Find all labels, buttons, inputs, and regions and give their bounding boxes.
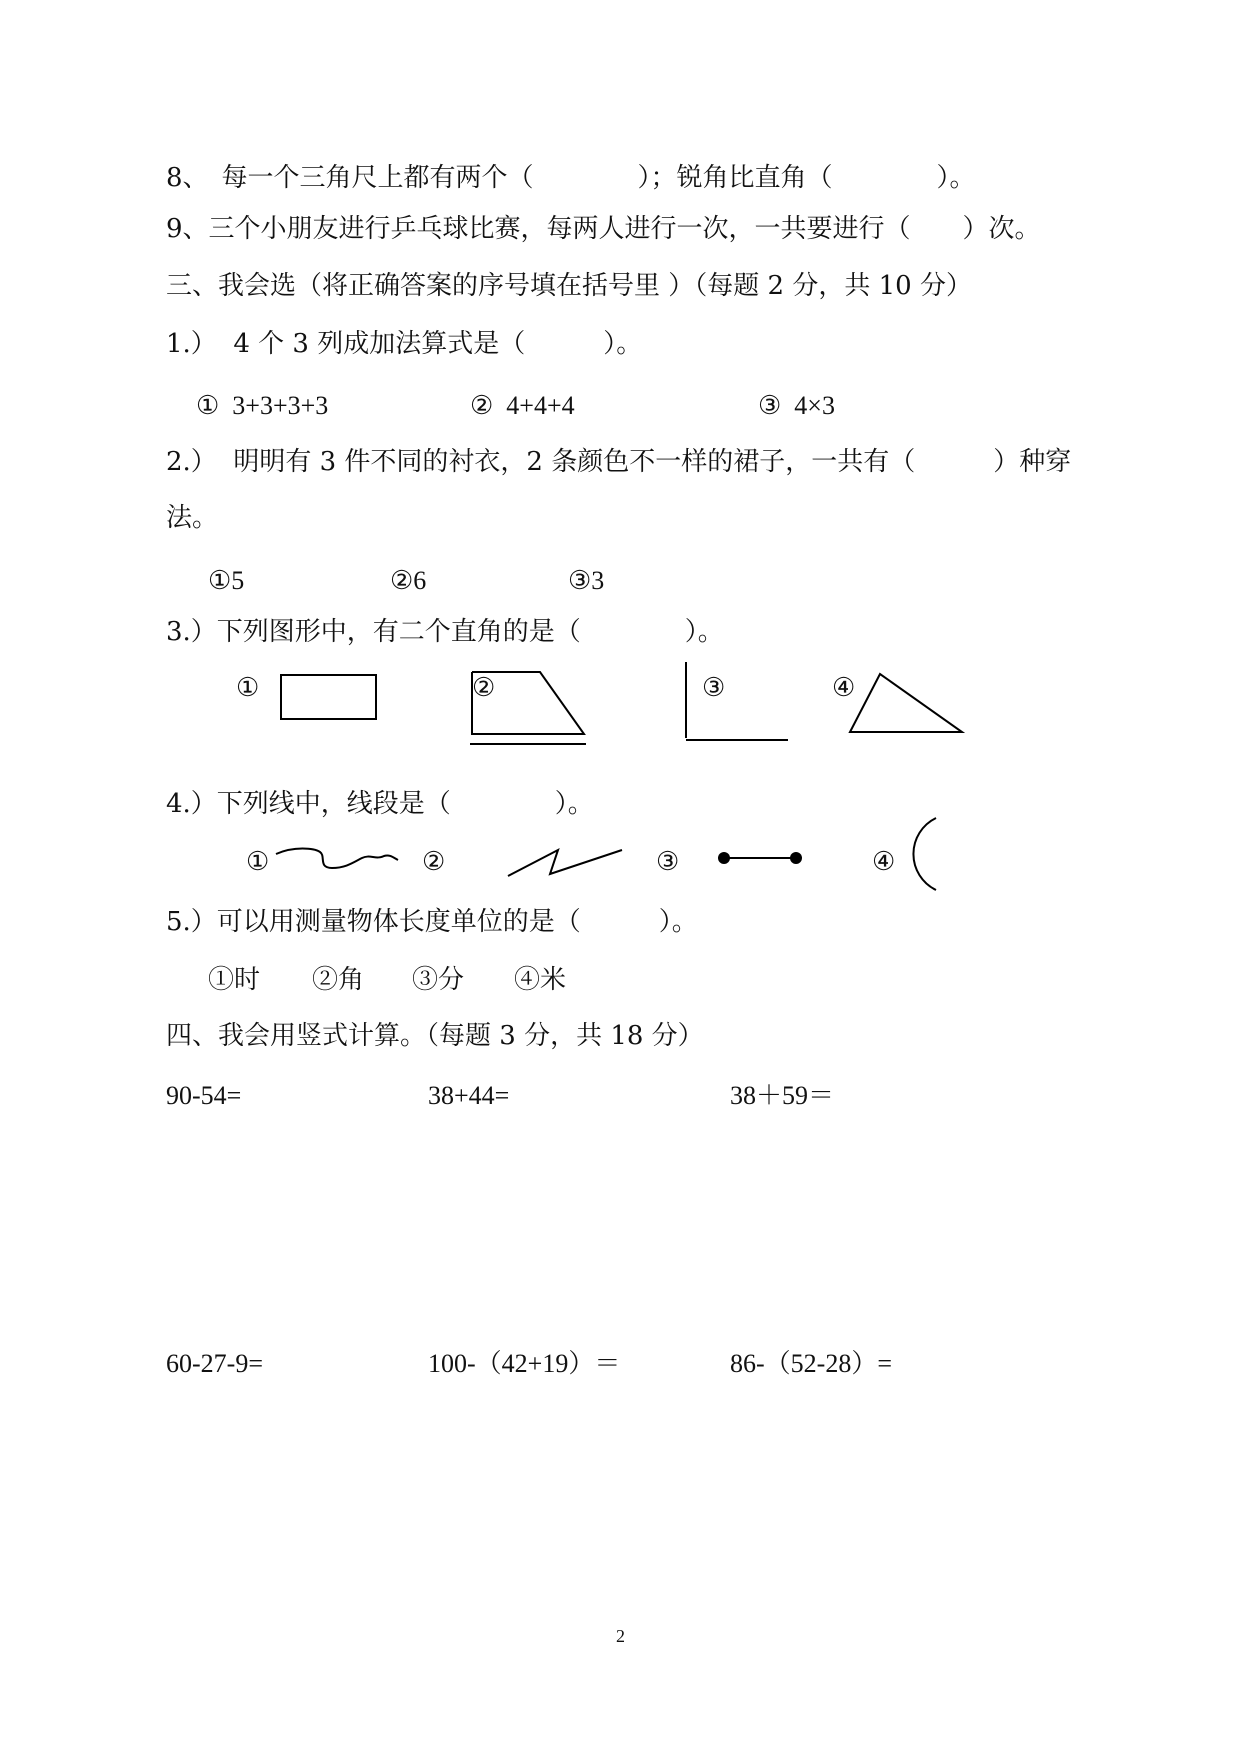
- choice-q2-line1: 2.） 明明有 3 件不同的衬衣，2 条颜色不一样的裙子，一共有（ ）种穿: [166, 447, 1072, 477]
- q1-option-3: ③ 4×3: [758, 391, 835, 420]
- calc-1: 90-54=: [166, 1081, 242, 1110]
- choice-q1: 1.） 4 个 3 列成加法算式是（ ）。: [166, 329, 643, 359]
- q3-label-4: ④: [832, 673, 856, 703]
- calc-6: 86-（52-28）=: [730, 1349, 892, 1378]
- q4-label-3: ③: [656, 847, 680, 877]
- q5-option-4: ④米: [514, 965, 567, 995]
- calc-4: 60-27-9=: [166, 1349, 263, 1378]
- q4-label-1: ①: [246, 847, 270, 877]
- q1-option-1: ① 3+3+3+3: [196, 391, 329, 420]
- calc-5: 100-（42+19）＝: [428, 1349, 621, 1378]
- section-3-title: 三、我会选（将正确答案的序号填在括号里 ）（每题 2 分，共 10 分）: [166, 271, 972, 301]
- calc-2: 38+44=: [428, 1081, 510, 1110]
- line-segment-figure: [716, 846, 806, 870]
- calc-3: 38＋59＝: [730, 1081, 835, 1110]
- right-angle-figure: [682, 660, 792, 745]
- choice-q3: 3.）下列图形中，有二个直角的是（ ）。: [166, 617, 724, 647]
- choice-q4: 4.）下列线中，线段是（ ）。: [166, 789, 594, 819]
- question-9: 9、三个小朋友进行乒乓球比赛，每两人进行一次，一共要进行（ ）次。: [166, 214, 1041, 244]
- q4-label-4: ④: [872, 847, 896, 877]
- q3-label-1: ①: [236, 673, 260, 703]
- q3-label-2: ②: [472, 673, 496, 703]
- q3-label-3: ③: [702, 673, 726, 703]
- question-8: 8、 每一个三角尺上都有两个（ ）；锐角比直角（ ）。: [166, 163, 976, 193]
- page-number: 2: [616, 1626, 625, 1646]
- q5-option-3: ③分: [412, 965, 465, 995]
- q4-label-2: ②: [422, 847, 446, 877]
- curved-line-figure: [274, 840, 400, 880]
- rectangle-figure: [280, 674, 380, 724]
- section-4-title: 四、我会用竖式计算。（每题 3 分，共 18 分）: [166, 1021, 704, 1051]
- q1-option-2: ② 4+4+4: [470, 391, 575, 420]
- choice-q2-line2: 法。: [166, 503, 219, 533]
- q2-option-1: ①5: [208, 566, 245, 595]
- arc-figure: [902, 816, 942, 892]
- broken-line-figure: [506, 844, 626, 880]
- q2-option-2: ②6: [390, 566, 427, 595]
- q5-option-1: ①时: [208, 965, 261, 995]
- q2-option-3: ③3: [568, 566, 605, 595]
- choice-q5: 5.）可以用测量物体长度单位的是（ ）。: [166, 907, 698, 937]
- triangle-figure: [848, 672, 968, 737]
- q5-option-2: ②角: [312, 965, 365, 995]
- trapezoid-figure: [468, 670, 588, 750]
